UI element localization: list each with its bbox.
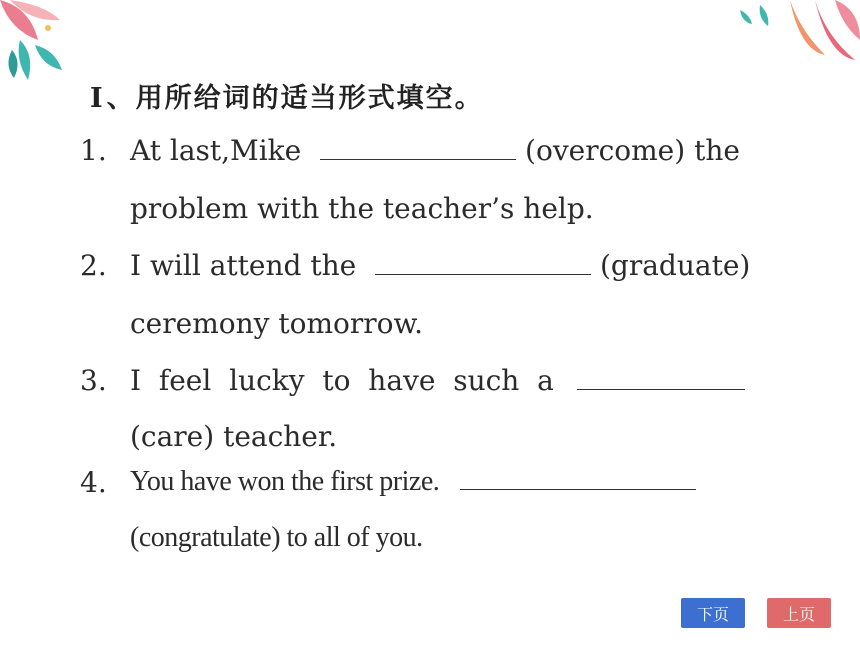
answer-blank[interactable]: [460, 467, 696, 490]
question-number: 4.: [80, 466, 107, 499]
question-text-continued: problem with the teacher’s help.: [130, 192, 594, 225]
section-heading: [90, 76, 484, 115]
question-line: [130, 466, 696, 498]
question-text-continued: (congratulate) to all of you.: [130, 522, 423, 553]
section-instruction: 、用所给词的适当形式填空。: [106, 83, 484, 114]
question-line: [130, 364, 745, 397]
question-hint: (graduate): [600, 249, 751, 282]
question-number: 1.: [80, 134, 107, 167]
leaf-decoration-top-left: [0, 0, 90, 90]
previous-page-button[interactable]: 上页: [767, 598, 831, 628]
question-hint: (overcome) the: [525, 134, 740, 167]
question-text: I feel lucky to have such a: [130, 364, 554, 397]
answer-blank[interactable]: [577, 367, 745, 390]
next-page-button[interactable]: 下页: [681, 598, 745, 628]
question-number: 2.: [80, 249, 107, 282]
question-line: [130, 249, 750, 282]
question-text-continued: ceremony tomorrow.: [130, 307, 424, 340]
question-line: [130, 134, 740, 167]
answer-blank[interactable]: [375, 252, 591, 275]
question-text: You have won the first prize.: [130, 466, 440, 497]
leaf-decoration-top-right: [730, 0, 860, 72]
question-text: At last,Mike: [130, 134, 302, 167]
question-text-continued: (care) teacher.: [130, 420, 338, 453]
section-numeral: Ⅰ: [90, 83, 105, 114]
question-text: I will attend the: [130, 249, 357, 282]
question-number: 3.: [80, 364, 107, 397]
answer-blank[interactable]: [320, 137, 516, 160]
